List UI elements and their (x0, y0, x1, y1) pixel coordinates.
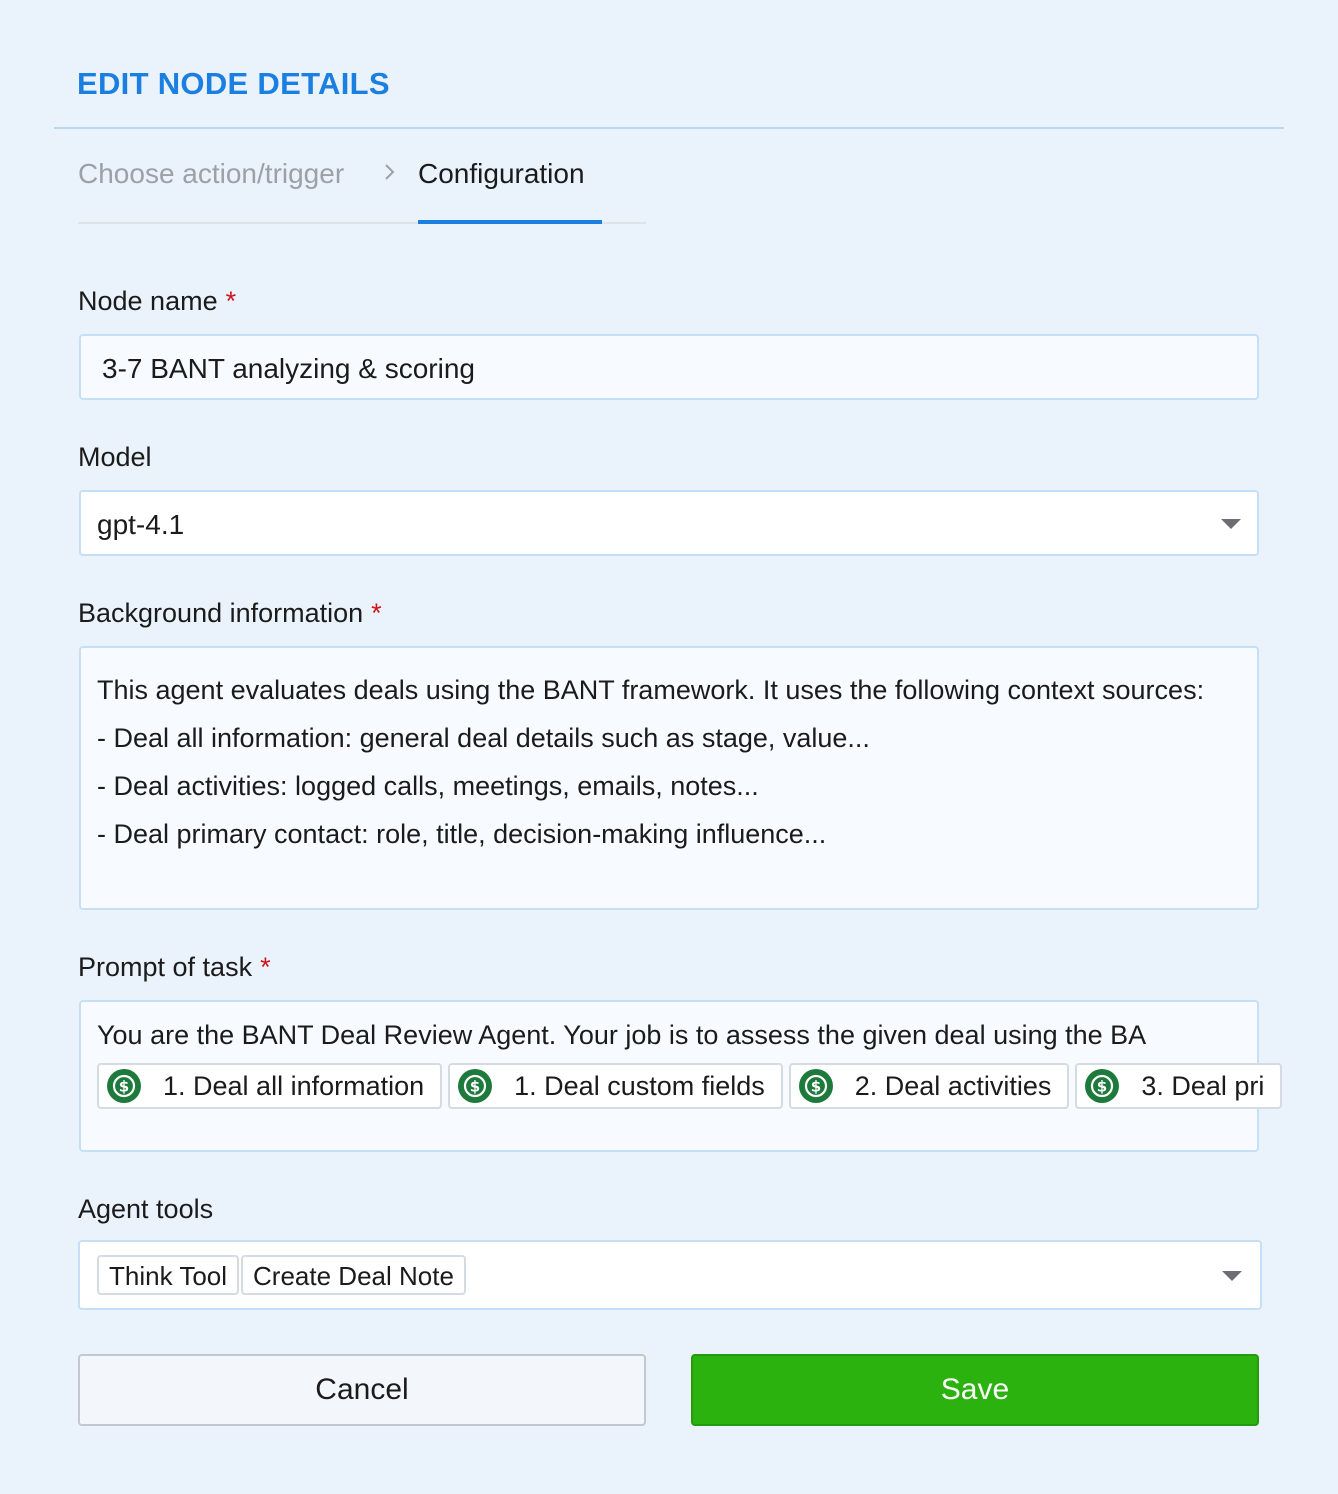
step-configuration[interactable]: Configuration (418, 158, 585, 189)
context-chip[interactable] (1075, 1063, 1282, 1109)
model-label: Model (78, 442, 152, 472)
background-line: - Deal activities: logged calls, meetings, emails, notes... (97, 771, 759, 801)
context-chip-label: 1. Deal custom fields (514, 1070, 765, 1101)
prompt-label-text: Prompt of task (78, 952, 253, 982)
agent-tools-label: Agent tools (78, 1194, 214, 1224)
caret-down-icon[interactable] (1222, 1271, 1242, 1281)
node-name-input[interactable] (79, 334, 1259, 400)
tool-tag-create-deal-note[interactable]: Create Deal Note (241, 1255, 466, 1295)
required-mark: * (260, 952, 271, 982)
tool-tag-think-tool[interactable]: Think Tool (97, 1255, 239, 1295)
context-chip-label: 2. Deal activities (854, 1070, 1052, 1101)
active-step-indicator (418, 220, 602, 224)
chevron-right-icon (384, 162, 396, 182)
background-textarea[interactable] (79, 646, 1259, 910)
context-chip[interactable] (97, 1063, 442, 1109)
context-chip[interactable] (789, 1063, 1070, 1109)
svg-text:$: $ (469, 1077, 481, 1096)
background-label-text: Background information (78, 598, 364, 628)
background-line: - Deal primary contact: role, title, decision-making influence... (97, 819, 827, 849)
context-chip[interactable] (448, 1063, 783, 1109)
agent-tools-select[interactable] (78, 1240, 1262, 1310)
caret-down-icon[interactable] (1221, 519, 1241, 529)
prompt-text: You are the BANT Deal Review Agent. Your job is to assess the given deal using the BA (97, 1020, 1147, 1050)
model-select[interactable] (79, 490, 1259, 556)
save-button[interactable]: Save (691, 1354, 1259, 1426)
step-tabs (78, 150, 646, 224)
model-selected-value: gpt-4.1 (97, 509, 185, 540)
dollar-icon (1085, 1069, 1119, 1103)
dollar-icon (458, 1069, 492, 1103)
title-divider (54, 127, 1284, 129)
context-chip-label: 3. Deal pri (1141, 1070, 1265, 1101)
dollar-icon (799, 1069, 833, 1103)
prompt-editor[interactable] (79, 1000, 1265, 1152)
node-name-label (78, 286, 236, 317)
dollar-icon (107, 1069, 141, 1103)
svg-text:$: $ (118, 1077, 130, 1096)
page-title: EDIT NODE DETAILS (77, 66, 390, 101)
cancel-button[interactable]: Cancel (78, 1354, 646, 1426)
required-mark: * (225, 286, 237, 316)
context-chips (97, 1063, 1265, 1111)
background-line: - Deal all information: general deal details such as stage, value... (97, 723, 870, 753)
svg-text:$: $ (1097, 1077, 1108, 1096)
required-mark: * (371, 598, 382, 628)
prompt-label (78, 952, 271, 983)
node-name-label-text: Node name (78, 286, 218, 316)
node-name-value: 3-7 BANT analyzing & scoring (102, 353, 475, 384)
background-label (78, 598, 382, 629)
svg-text:$: $ (810, 1077, 821, 1096)
background-line: This agent evaluates deals using the BANT framework. It uses the following context sources: (97, 675, 1205, 705)
step-choose-action[interactable]: Choose action/trigger (78, 158, 345, 189)
context-chip-label: 1. Deal all information (163, 1070, 425, 1101)
